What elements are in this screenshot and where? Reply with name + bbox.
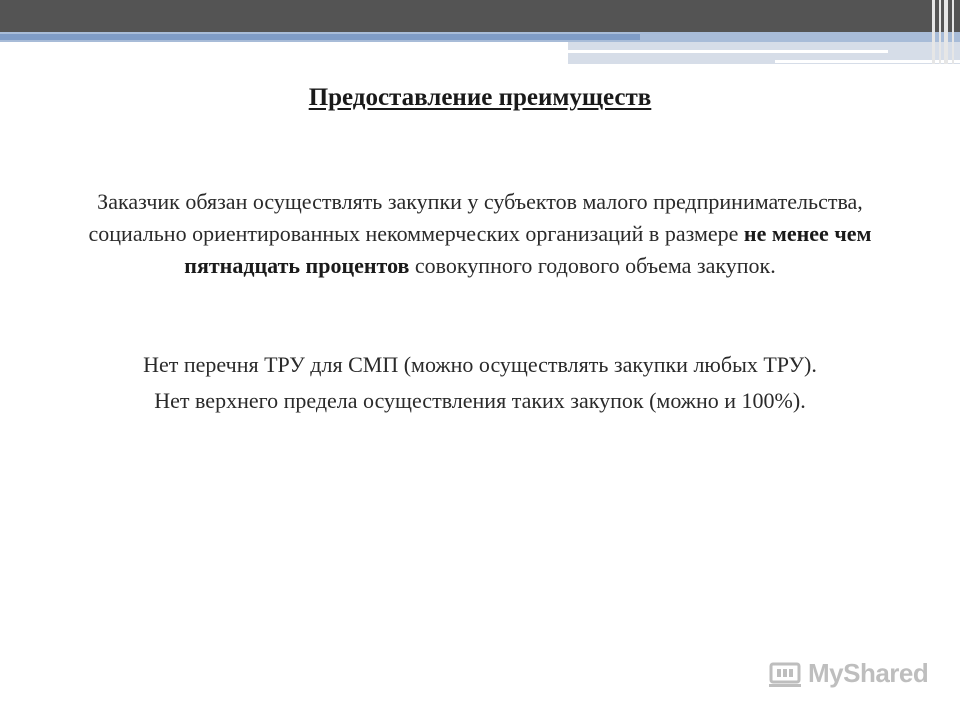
watermark-text: MyShared xyxy=(808,657,929,688)
statement-line: Нет верхнего предела осуществления таких закупок (можно и 100%). xyxy=(154,388,806,413)
paragraph-bold-text: не менее чем пятнадцать процентов xyxy=(184,221,872,278)
header-blue-strip-dark xyxy=(0,34,640,40)
slide-title: Предоставление преимуществ xyxy=(308,84,652,111)
main-paragraph xyxy=(60,186,900,282)
header-vertical-lines xyxy=(928,0,960,64)
watermark xyxy=(768,656,928,690)
statement-line: Нет перечня ТРУ для СМП (можно осуществлять закупки любых ТРУ). xyxy=(143,352,817,377)
paragraph-text: Заказчик обязан осуществлять закупки у субъектов малого предпринимательства, социально ориентированных некоммерческих организаций в размере xyxy=(88,189,863,246)
header-dark-bar xyxy=(0,0,960,32)
paragraph-text-end: совокупного годового объема закупок. xyxy=(409,253,776,278)
mortarboard-icon xyxy=(768,658,802,688)
header-white-line xyxy=(568,50,888,53)
